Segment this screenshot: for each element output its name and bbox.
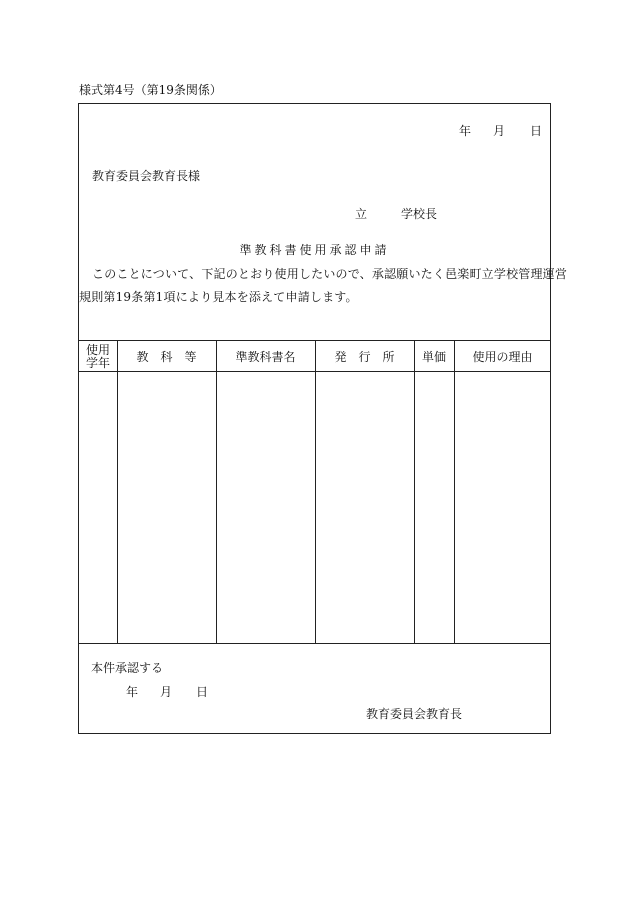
header-grade-line-1: 使用 — [85, 343, 110, 357]
header-book-name: 準教科書名 — [235, 349, 296, 364]
header-unit-price: 単価 — [421, 349, 446, 364]
body-text-line-1: このことについて、下記のとおり使用したいので、承認願いたく邑楽町立学校管理運営 — [92, 267, 568, 281]
date-year-label: 年 — [459, 124, 472, 138]
header-grade — [79, 342, 117, 372]
form-title: 準教科書使用承認申請 — [239, 243, 390, 257]
table-column-divider — [117, 341, 118, 644]
approval-date-year: 年 — [126, 685, 139, 699]
table-column-divider — [216, 341, 217, 644]
table-column-divider — [414, 341, 415, 644]
approval-label: 本件承認する — [91, 661, 164, 675]
table-column-divider — [315, 341, 316, 644]
form-number: 様式第4号（第19条関係） — [79, 83, 222, 97]
table-column-divider — [454, 341, 455, 644]
header-publisher: 発 行 所 — [334, 349, 395, 364]
addressee: 教育委員会教育長様 — [92, 169, 201, 183]
date-month-label: 月 — [493, 124, 506, 138]
approval-date-day: 日 — [196, 685, 209, 699]
header-subject: 教 科 等 — [136, 349, 197, 364]
approver: 教育委員会教育長 — [366, 707, 463, 721]
school-ritsu-label: 立 — [355, 207, 368, 221]
school-principal-label: 学校長 — [401, 207, 438, 221]
date-day-label: 日 — [530, 124, 543, 138]
header-grade-line-2: 学年 — [85, 356, 110, 370]
body-text-line-2: 規則第19条第1項により見本を添えて申請します。 — [79, 290, 358, 304]
header-reason: 使用の理由 — [472, 349, 533, 364]
application-form-frame — [78, 103, 568, 734]
approval-date-month: 月 — [160, 685, 173, 699]
